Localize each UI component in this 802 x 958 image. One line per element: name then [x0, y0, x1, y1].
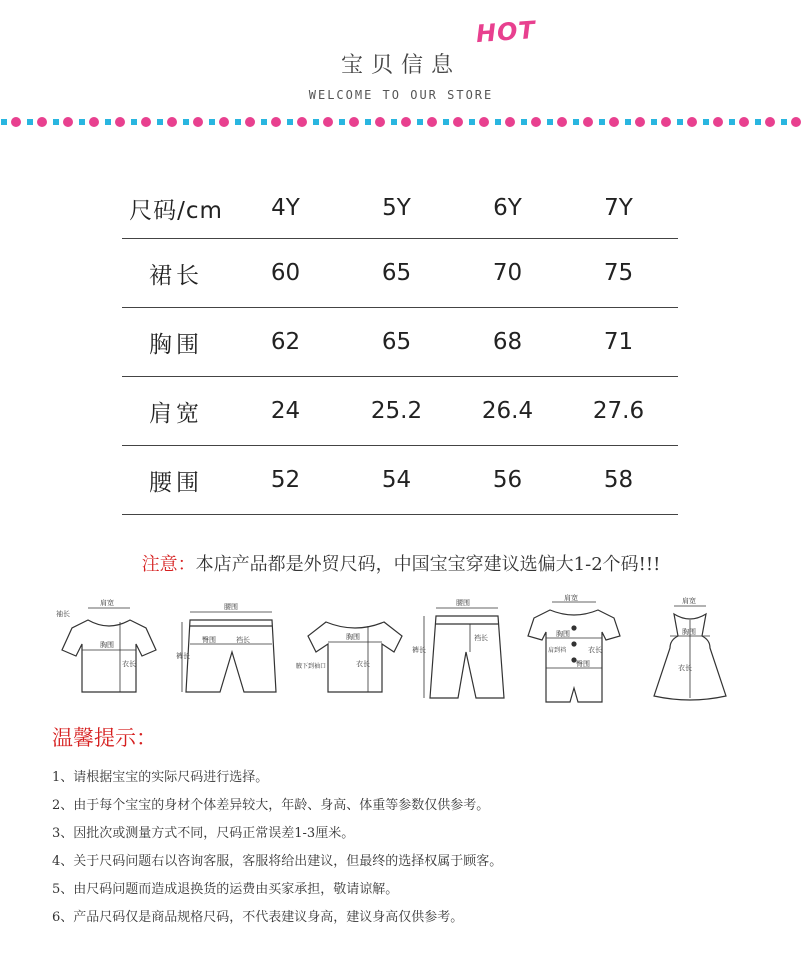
table-header-cell: 6Y: [493, 195, 522, 221]
notice-text: 本店产品都是外贸尺码，中国宝宝穿建议选偏大1-2个码!!!: [195, 554, 661, 575]
illus-label: 裆长: [474, 634, 488, 642]
table-row: [122, 377, 678, 446]
table-cell: 70: [492, 260, 523, 286]
table-cell: 65: [381, 260, 412, 286]
illus-label: 腰围: [224, 603, 238, 611]
illus-label: 袖长: [56, 610, 70, 618]
notice-label: 注意：: [141, 554, 196, 575]
table-header-cell: 5Y: [382, 195, 411, 221]
table-cell: 54: [381, 467, 412, 493]
table-row: [122, 308, 678, 377]
illus-label: 肩宽: [682, 597, 696, 605]
illus-label: 衣长: [122, 660, 136, 668]
list-item: 2、由于每个宝宝的身材个体差异较大，年龄、身高、体重等参数仅供参考。: [52, 798, 490, 813]
size-notice: [0, 550, 802, 576]
table-cell: 27.6: [592, 398, 645, 424]
illus-label: 肩宽: [564, 594, 578, 602]
illus-label: 肩到裆: [548, 647, 567, 654]
illus-label: 裤长: [412, 646, 426, 654]
list-item: 4、关于尺码问题右以咨询客服，客服将给出建议，但最终的选择权属于顾客。: [52, 854, 503, 869]
table-cell: 68: [492, 329, 523, 355]
measurement-illustrations: [50, 592, 750, 710]
illus-label: 胸围: [100, 641, 114, 649]
table-cell: 24: [270, 398, 301, 424]
table-cell: 75: [603, 260, 634, 286]
illus-label: 衣长: [588, 646, 602, 654]
table-row-label: 腰围: [149, 469, 203, 496]
list-item: 6、产品尺码仅是商品规格尺码，不代表建议身高，建议身高仅供参考。: [52, 910, 464, 925]
list-item: 3、因批次或测量方式不同，尺码正常误差1-3厘米。: [52, 826, 355, 841]
illus-label: 臀围: [202, 636, 216, 644]
table-cell: 26.4: [481, 398, 534, 424]
table-header-cell: 尺码/cm: [129, 197, 223, 224]
table-cell: 52: [270, 467, 301, 493]
size-table: [122, 178, 678, 515]
table-cell: 58: [603, 467, 634, 493]
illus-label: 肩宽: [100, 599, 114, 607]
tshirt-measure-icon: [56, 598, 156, 692]
illus-label: 胸围: [556, 630, 570, 638]
raglan-tee-measure-icon: [296, 622, 402, 692]
romper-measure-icon: [528, 593, 620, 702]
page-title: 宝贝信息: [340, 53, 461, 78]
illus-label: 裆长: [236, 636, 250, 644]
table-header-row: [122, 178, 678, 239]
table-row-label: 胸围: [149, 331, 203, 358]
dress-measure-icon: [654, 596, 726, 700]
table-cell: 65: [381, 329, 412, 355]
pants-measure-icon: [412, 598, 504, 698]
table-cell: 60: [270, 260, 301, 286]
illus-label: 胸围: [682, 628, 696, 636]
hot-badge: HOT: [475, 15, 537, 49]
table-row: [122, 239, 678, 308]
illus-label: 腋下到袖口: [296, 663, 327, 670]
table-cell: 71: [603, 329, 634, 355]
tips-list: [52, 768, 772, 936]
list-item: 1、请根据宝宝的实际尺码进行选择。: [52, 770, 269, 785]
table-row-label: 肩宽: [149, 400, 203, 427]
list-item: 5、由尺码问题而造成退换货的运费由买家承担，敬请谅解。: [52, 882, 399, 897]
table-row: [122, 446, 678, 515]
table-cell: 25.2: [370, 398, 423, 424]
dot-divider: [0, 116, 802, 128]
illus-label: 衣长: [356, 660, 370, 668]
table-row-label: 裙长: [149, 262, 203, 289]
illus-label: 臀围: [576, 660, 590, 668]
shorts-measure-icon: [176, 602, 276, 692]
table-cell: 62: [270, 329, 301, 355]
illus-label: 裤长: [176, 652, 190, 660]
table-cell: 56: [492, 467, 523, 493]
illus-label: 腰围: [456, 599, 470, 607]
page-subtitle: WELCOME TO OUR STORE: [308, 88, 494, 102]
tips-title: 温馨提示：: [52, 726, 157, 750]
table-header-cell: 7Y: [604, 195, 633, 221]
illus-label: 衣长: [678, 664, 692, 672]
illus-label: 胸围: [346, 633, 360, 641]
table-header-cell: 4Y: [271, 195, 300, 221]
